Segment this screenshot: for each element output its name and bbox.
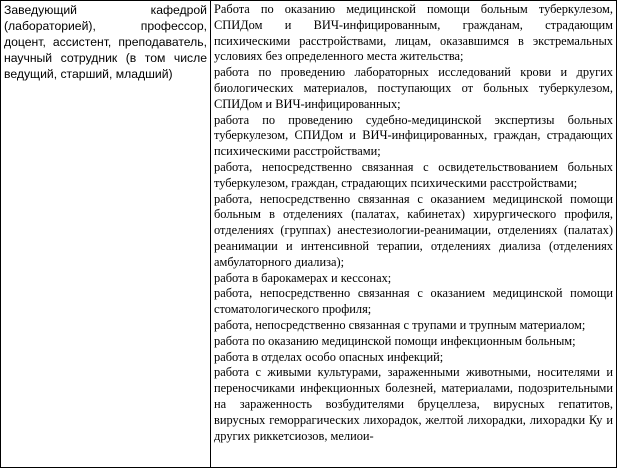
work-type-item: работа, непосредственно связанная с оказанием медицинской помощи стоматологического профиля; <box>214 286 613 317</box>
work-type-item: Работа по оказанию медицинской помощи больным туберкулезом, СПИДом и ВИЧ-инфицированным, гражданам, страдающим психическими расстройствами, лицам, оказавшимся в экстремальных условиях без определенного места жительства; <box>214 2 613 64</box>
work-type-item: работа, непосредственно связанная с освидетельствованием больных туберкулезом, граждан, страдающих психическими расстройствами; <box>214 159 613 190</box>
work-type-item: работа по проведению лабораторных исследований крови и других биологических материалов, поступающих от больных туберкулезом, СПИДом и ВИЧ-инфицированных; <box>214 65 613 111</box>
work-type-item: работа по проведению судебно-медицинской экспертизы больных туберкулезом, СПИДом и ВИЧ-инфицированных, граждан, страдающих психическими расстройствами; <box>214 112 613 159</box>
work-type-item: работа с живыми культурами, зараженными животными, носителями и переносчиками инфекционных болезней, материалами, подозрительными на зараженность возбудителями бруцеллеза, вирусных гепатитов, вирусных геморрагических лихорадок, желтой лихорадки, лихорадки Ку и других риккетсиозов, мелиои- <box>214 365 613 443</box>
work-type-item: работа в отделах особо опасных инфекций; <box>214 349 444 364</box>
work-types-cell <box>211 1 617 468</box>
work-type-item: работа в барокамерах и кессонах; <box>214 270 392 285</box>
position-title: Заведующий кафедрой (лабораторией), профессор, доцент, ассистент, преподаватель, научный сотрудник (в том числе ведущий, старший, младший) <box>4 3 207 81</box>
position-cell <box>1 1 211 468</box>
work-type-item: работа, непосредственно связанная с трупами и трупным материалом; <box>214 317 586 332</box>
work-type-item: работа по оказанию медицинской помощи инфекционным больным; <box>214 333 576 348</box>
work-type-item: работа, непосредственно связанная с оказанием медицинской помощи больным в отделениях (палатах, кабинетах) хирургического профиля, отделениях (группах) анестезиологии-реанимации, отделениях (палатах) реанимации и интенсивной терапии, отделениях диализа (отделениях амбулаторного диализа); <box>214 191 613 269</box>
table-row <box>1 1 617 468</box>
